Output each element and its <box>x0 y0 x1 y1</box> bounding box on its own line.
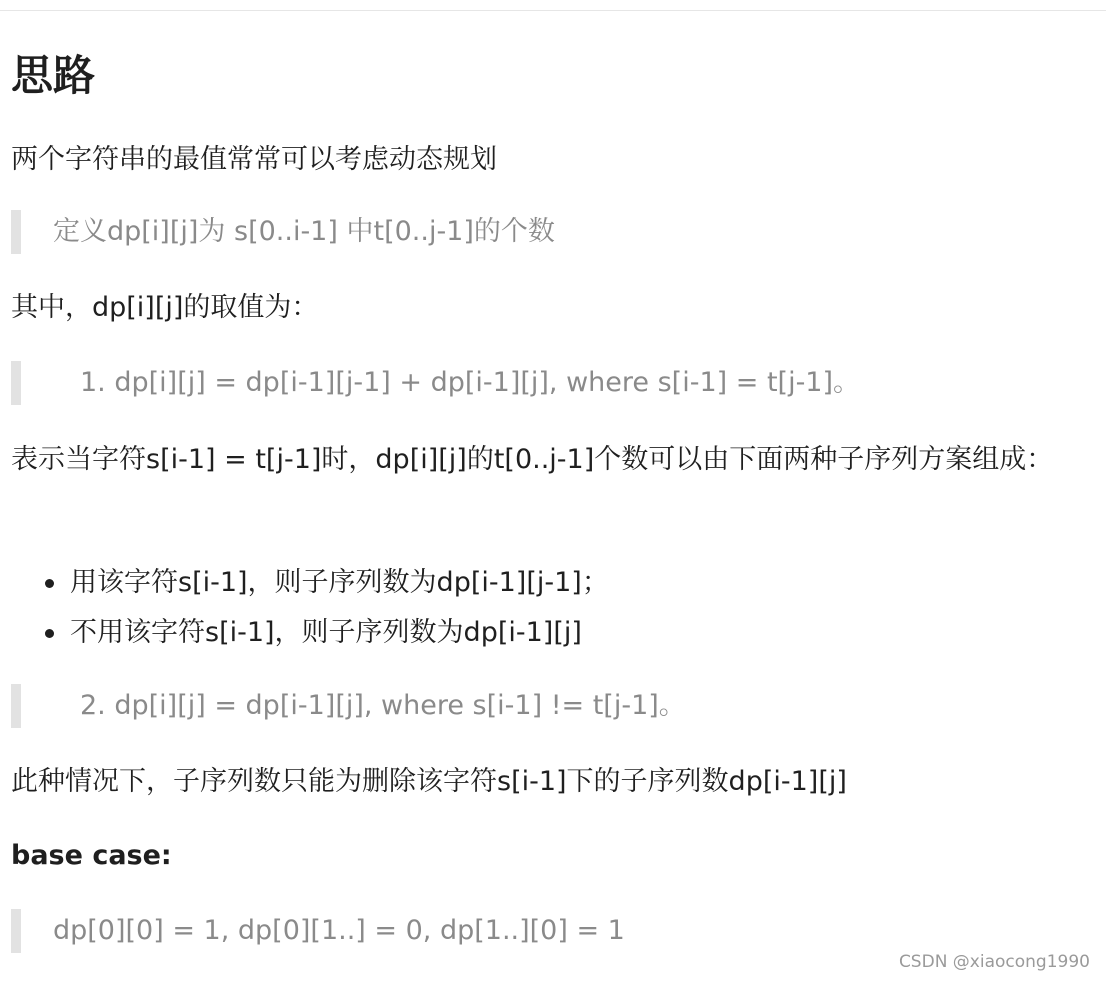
csdn-watermark: CSDN @xiaocong1990 <box>898 952 1090 972</box>
base-case-text: dp[0][0] = 1, dp[0][1..] = 0, dp[1..][0] = 1 <box>53 915 625 946</box>
definition-text: 定义dp[i][j]为 s[0..i-1] 中t[0..j-1]的个数 <box>53 216 555 247</box>
case2-explain-paragraph: 此种情况下，子序列数只能为删除该字符s[i-1]下的子序列数dp[i-1][j] <box>11 766 847 797</box>
intro-paragraph: 两个字符串的最值常常可以考虑动态规划 <box>11 144 497 175</box>
section-heading: 思路 <box>11 51 96 100</box>
sub-options-list <box>11 558 609 658</box>
list-item-text: 用该字符s[i-1]，则子序列数为dp[i-1][j-1]； <box>70 567 609 598</box>
case1-explain-paragraph: 表示当字符s[i-1] = t[j-1]时，dp[i][j]的t[0..j-1]个数可以由下面两种子序列方案组成： <box>11 444 1054 475</box>
base-case-blockquote <box>11 909 1091 953</box>
case2-blockquote <box>11 684 1091 728</box>
definition-blockquote <box>11 210 1091 254</box>
case1-blockquote <box>11 361 1091 405</box>
bullet-icon <box>45 629 54 638</box>
list-item-text: 不用该字符s[i-1]，则子序列数为dp[i-1][j] <box>70 617 582 648</box>
bullet-icon <box>45 579 54 588</box>
base-case-label: base case: <box>11 840 172 871</box>
list-item <box>11 558 609 608</box>
case2-text: 2. dp[i][j] = dp[i-1][j], where s[i-1] != t[j-1]。 <box>80 690 686 721</box>
case1-text: 1. dp[i][j] = dp[i-1][j-1] + dp[i-1][j], where s[i-1] = t[j-1]。 <box>80 367 861 398</box>
list-item <box>11 608 609 658</box>
values-intro-paragraph: 其中，dp[i][j]的取值为： <box>11 292 319 323</box>
top-divider <box>0 10 1106 11</box>
